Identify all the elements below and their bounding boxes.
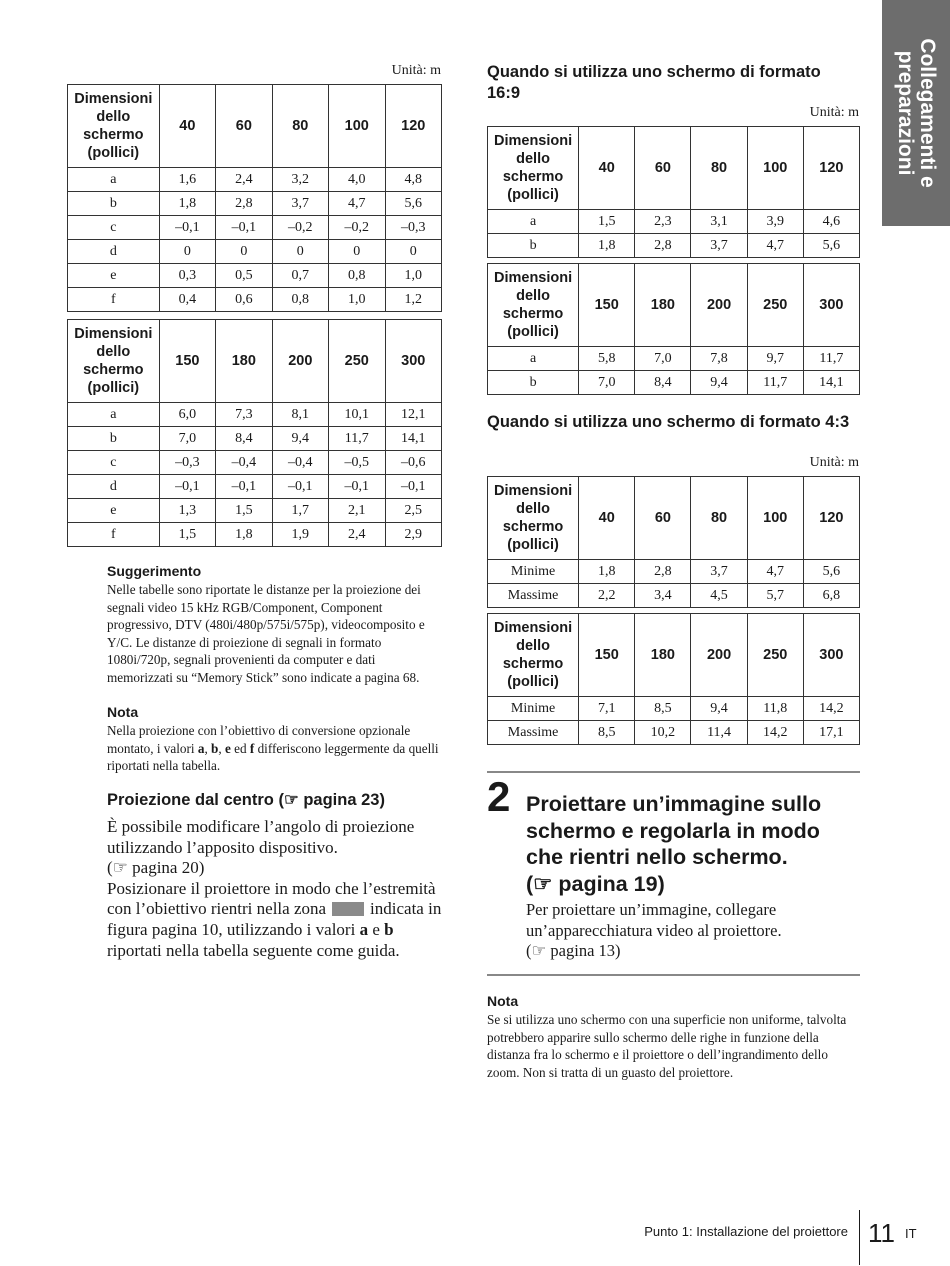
heading-16-9: Quando si utilizza uno schermo di formato 16:9: [487, 63, 821, 102]
value-cell: 0,7: [272, 264, 328, 288]
row-label-cell: e: [68, 264, 160, 288]
table-row: [488, 347, 860, 371]
value-cell: 1,7: [272, 499, 328, 523]
row-label-cell: c: [68, 451, 160, 475]
value-cell: 11,4: [691, 721, 747, 745]
value-cell: 9,4: [272, 427, 328, 451]
value-cell: 8,5: [579, 721, 635, 745]
distance-table-16-9-1: [487, 126, 860, 258]
table-header-row: [488, 614, 860, 697]
value-cell: 1,8: [579, 234, 635, 258]
header-cell-size: 150: [579, 264, 635, 347]
header-cell-screen-size: Dimensioni dello schermo (pollici): [488, 614, 579, 697]
value-cell: 1,3: [159, 499, 215, 523]
value-cell: 3,9: [747, 210, 803, 234]
value-cell: 1,5: [159, 523, 215, 547]
row-label-cell: d: [68, 240, 160, 264]
table-header-row: [68, 85, 442, 168]
pointing-hand-icon: ☞: [283, 791, 299, 809]
value-cell: 0: [329, 240, 385, 264]
unit-label-16-9: Unità: m: [809, 105, 859, 120]
value-cell: 0,6: [216, 288, 272, 312]
table-row: [488, 584, 860, 608]
value-cell: 6,8: [803, 584, 859, 608]
table-row: [68, 427, 442, 451]
header-cell-size: 100: [747, 127, 803, 210]
row-label-cell: a: [488, 210, 579, 234]
value-cell: 9,4: [691, 371, 747, 395]
table-row: [68, 264, 442, 288]
tip-title: Suggerimento: [107, 563, 202, 579]
table-row: [68, 475, 442, 499]
step-body: Per proiettare un’immagine, collegare un’apparecchiatura video al proiettore. (☞ pagina 13): [526, 900, 782, 961]
note-left-title: Nota: [107, 704, 139, 720]
value-cell: 5,8: [579, 347, 635, 371]
table-row: [68, 288, 442, 312]
value-cell: –0,1: [159, 216, 215, 240]
row-label-cell: b: [68, 427, 160, 451]
row-label-cell: d: [68, 475, 160, 499]
table-row: [488, 210, 860, 234]
value-cell: 2,2: [579, 584, 635, 608]
value-cell: 7,1: [579, 697, 635, 721]
table-header-row: [488, 264, 860, 347]
value-cell: 11,7: [803, 347, 859, 371]
header-cell-size: 120: [803, 477, 859, 560]
value-cell: 7,3: [216, 403, 272, 427]
table-row: [488, 371, 860, 395]
value-cell: 5,6: [803, 234, 859, 258]
value-cell: 0,4: [159, 288, 215, 312]
value-cell: –0,4: [272, 451, 328, 475]
value-cell: –0,1: [329, 475, 385, 499]
header-cell-size: 300: [803, 614, 859, 697]
row-label-cell: Massime: [488, 584, 579, 608]
unit-label-left: Unità: m: [391, 63, 441, 78]
value-cell: 7,0: [159, 427, 215, 451]
header-cell-size: 80: [691, 127, 747, 210]
header-cell-size: 200: [272, 320, 328, 403]
table-row: [68, 192, 442, 216]
table-row: [488, 560, 860, 584]
gray-zone-swatch: [332, 902, 364, 916]
header-cell-size: 120: [803, 127, 859, 210]
value-cell: –0,1: [159, 475, 215, 499]
row-label-cell: Massime: [488, 721, 579, 745]
value-cell: 3,7: [691, 234, 747, 258]
table-row: [68, 499, 442, 523]
step-bottom-rule: [487, 974, 860, 976]
row-label-cell: b: [488, 234, 579, 258]
value-cell: 14,2: [803, 697, 859, 721]
value-cell: 2,4: [216, 168, 272, 192]
row-label-cell: a: [488, 347, 579, 371]
header-cell-size: 200: [691, 614, 747, 697]
language-code: IT: [905, 1226, 917, 1241]
value-cell: 17,1: [803, 721, 859, 745]
header-cell-size: 300: [803, 264, 859, 347]
value-cell: 7,8: [691, 347, 747, 371]
value-cell: 3,7: [272, 192, 328, 216]
value-cell: 2,5: [385, 499, 442, 523]
header-cell-size: 100: [747, 477, 803, 560]
distance-table-4-3-2: [487, 613, 860, 745]
value-cell: 1,8: [579, 560, 635, 584]
distance-table-16-9-2: [487, 263, 860, 395]
value-cell: 1,2: [385, 288, 442, 312]
header-cell-size: 60: [635, 477, 691, 560]
value-cell: 4,7: [747, 560, 803, 584]
table-header-row: [488, 477, 860, 560]
tip-text: Nelle tabelle sono riportate le distanze per la proiezione dei segnali video 15 kHz RGB/Component, Component progressivo, DTV (480i/480p/575i/575p), videocomposito e Y/C. Le distanze di proiezione di segnali in formato 1080i/720p, segnali provenienti da computer e dati memorizzati su “Memory Stick” sono indicate a pagina 68.: [107, 582, 425, 685]
value-cell: 2,4: [329, 523, 385, 547]
value-cell: 5,6: [385, 192, 442, 216]
value-cell: –0,2: [329, 216, 385, 240]
header-cell-size: 120: [385, 85, 442, 168]
center-projection-body: È possibile modificare l’angolo di proiezione utilizzando l’apposito dispositivo. (☞ pagina 20) Posizionare il proiettore in modo che l’estremità con l’obiettivo rientri nella zona indicata in figura pagina 10, utilizzando i valori a e b riportati nella tabella seguente come guida.: [107, 817, 442, 960]
value-cell: 1,8: [216, 523, 272, 547]
header-cell-size: 200: [691, 264, 747, 347]
value-cell: 9,7: [747, 347, 803, 371]
value-cell: –0,1: [385, 475, 442, 499]
value-cell: 14,1: [803, 371, 859, 395]
header-cell-size: 250: [329, 320, 385, 403]
note-right-title: Nota: [487, 993, 519, 1009]
side-tab-line-2: preparazioni: [894, 50, 917, 176]
row-label-cell: a: [68, 168, 160, 192]
value-cell: 9,4: [691, 697, 747, 721]
row-label-cell: e: [68, 499, 160, 523]
value-cell: –0,6: [385, 451, 442, 475]
header-cell-screen-size: Dimensioni dello schermo (pollici): [488, 264, 579, 347]
table-row: [68, 216, 442, 240]
value-cell: 2,8: [216, 192, 272, 216]
note-left-text: Nella proiezione con l’obiettivo di conversione opzionale montato, i valori a, b, e ed f differiscono leggermente da quelli riportati nella tabella.: [107, 723, 439, 774]
footer-section-label: Punto 1: Installazione del proiettore: [644, 1224, 848, 1239]
side-section-tab: [882, 0, 950, 226]
table-row: [488, 697, 860, 721]
header-cell-size: 40: [159, 85, 215, 168]
row-label-cell: b: [488, 371, 579, 395]
page-number: 11: [868, 1218, 895, 1248]
value-cell: 2,1: [329, 499, 385, 523]
header-cell-size: 60: [216, 85, 272, 168]
value-cell: 4,5: [691, 584, 747, 608]
value-cell: 4,0: [329, 168, 385, 192]
value-cell: 1,6: [159, 168, 215, 192]
side-tab-line-1: Collegamenti e: [916, 38, 939, 188]
header-cell-size: 80: [691, 477, 747, 560]
value-cell: 8,1: [272, 403, 328, 427]
value-cell: 10,1: [329, 403, 385, 427]
step-number: 2: [487, 773, 511, 820]
value-cell: –0,2: [272, 216, 328, 240]
value-cell: 1,5: [579, 210, 635, 234]
value-cell: –0,3: [159, 451, 215, 475]
value-cell: 5,6: [803, 560, 859, 584]
table-row: [68, 403, 442, 427]
table-header-row: [68, 320, 442, 403]
header-cell-screen-size: Dimensioni dello schermo (pollici): [68, 320, 160, 403]
header-cell-size: 180: [635, 264, 691, 347]
table-row: [488, 234, 860, 258]
value-cell: 3,1: [691, 210, 747, 234]
header-cell-size: 60: [635, 127, 691, 210]
value-cell: 4,6: [803, 210, 859, 234]
value-cell: 2,9: [385, 523, 442, 547]
value-cell: 1,5: [216, 499, 272, 523]
value-cell: 6,0: [159, 403, 215, 427]
header-cell-size: 40: [579, 127, 635, 210]
value-cell: 1,9: [272, 523, 328, 547]
value-cell: 8,5: [635, 697, 691, 721]
header-cell-size: 100: [329, 85, 385, 168]
value-cell: 0,8: [329, 264, 385, 288]
value-cell: 3,7: [691, 560, 747, 584]
value-cell: –0,3: [385, 216, 442, 240]
header-cell-size: 250: [747, 614, 803, 697]
header-cell-size: 150: [159, 320, 215, 403]
header-cell-size: 300: [385, 320, 442, 403]
row-label-cell: Minime: [488, 560, 579, 584]
row-label-cell: b: [68, 192, 160, 216]
value-cell: 2,8: [635, 234, 691, 258]
value-cell: 1,0: [329, 288, 385, 312]
value-cell: 8,4: [216, 427, 272, 451]
table-row: [488, 721, 860, 745]
value-cell: 3,2: [272, 168, 328, 192]
value-cell: 8,4: [635, 371, 691, 395]
value-cell: –0,5: [329, 451, 385, 475]
row-label-cell: Minime: [488, 697, 579, 721]
value-cell: –0,1: [216, 216, 272, 240]
row-label-cell: c: [68, 216, 160, 240]
value-cell: 3,4: [635, 584, 691, 608]
unit-label-4-3: Unità: m: [809, 455, 859, 470]
value-cell: 2,8: [635, 560, 691, 584]
value-cell: 0,8: [272, 288, 328, 312]
header-cell-size: 180: [216, 320, 272, 403]
value-cell: 12,1: [385, 403, 442, 427]
table-row: [68, 168, 442, 192]
value-cell: 14,2: [747, 721, 803, 745]
value-cell: 11,7: [747, 371, 803, 395]
value-cell: 4,8: [385, 168, 442, 192]
value-cell: 0: [272, 240, 328, 264]
value-cell: 14,1: [385, 427, 442, 451]
header-cell-screen-size: Dimensioni dello schermo (pollici): [488, 127, 579, 210]
table-row: [68, 240, 442, 264]
note-right-text: Se si utilizza uno schermo con una superficie non uniforme, talvolta potrebbero apparire sullo schermo delle righe in funzione della distanza fra lo schermo e il proiettore o dell’ingrandimento dello zoom. Non si tratta di un guasto del proiettore.: [487, 1012, 847, 1080]
header-cell-screen-size: Dimensioni dello schermo (pollici): [68, 85, 160, 168]
value-cell: –0,1: [216, 475, 272, 499]
table-row: [68, 451, 442, 475]
header-cell-size: 250: [747, 264, 803, 347]
value-cell: 5,7: [747, 584, 803, 608]
header-cell-size: 150: [579, 614, 635, 697]
value-cell: 4,7: [747, 234, 803, 258]
header-cell-size: 40: [579, 477, 635, 560]
row-label-cell: a: [68, 403, 160, 427]
value-cell: –0,1: [272, 475, 328, 499]
value-cell: 0: [159, 240, 215, 264]
header-cell-size: 80: [272, 85, 328, 168]
value-cell: 0,5: [216, 264, 272, 288]
value-cell: 11,8: [747, 697, 803, 721]
table-header-row: [488, 127, 860, 210]
row-label-cell: f: [68, 288, 160, 312]
distance-table-left-1: [67, 84, 442, 312]
heading-4-3: Quando si utilizza uno schermo di formato 4:3: [487, 413, 850, 431]
value-cell: 10,2: [635, 721, 691, 745]
step-title: Proiettare un’immagine sullo schermo e regolarla in modo che rientri nello schermo. (☞ pagina 19): [526, 792, 822, 896]
footer-divider: [859, 1210, 860, 1265]
value-cell: 0: [385, 240, 442, 264]
value-cell: 2,3: [635, 210, 691, 234]
value-cell: 1,0: [385, 264, 442, 288]
center-projection-heading: Proiezione dal centro (☞ pagina 23): [107, 791, 385, 809]
header-cell-size: 180: [635, 614, 691, 697]
value-cell: 11,7: [329, 427, 385, 451]
header-cell-screen-size: Dimensioni dello schermo (pollici): [488, 477, 579, 560]
value-cell: 7,0: [635, 347, 691, 371]
step-top-rule: [487, 771, 860, 773]
value-cell: 7,0: [579, 371, 635, 395]
distance-table-left-2: [67, 319, 442, 547]
distance-table-4-3-1: [487, 476, 860, 608]
value-cell: –0,4: [216, 451, 272, 475]
value-cell: 0: [216, 240, 272, 264]
row-label-cell: f: [68, 523, 160, 547]
table-row: [68, 523, 442, 547]
value-cell: 1,8: [159, 192, 215, 216]
value-cell: 0,3: [159, 264, 215, 288]
value-cell: 4,7: [329, 192, 385, 216]
